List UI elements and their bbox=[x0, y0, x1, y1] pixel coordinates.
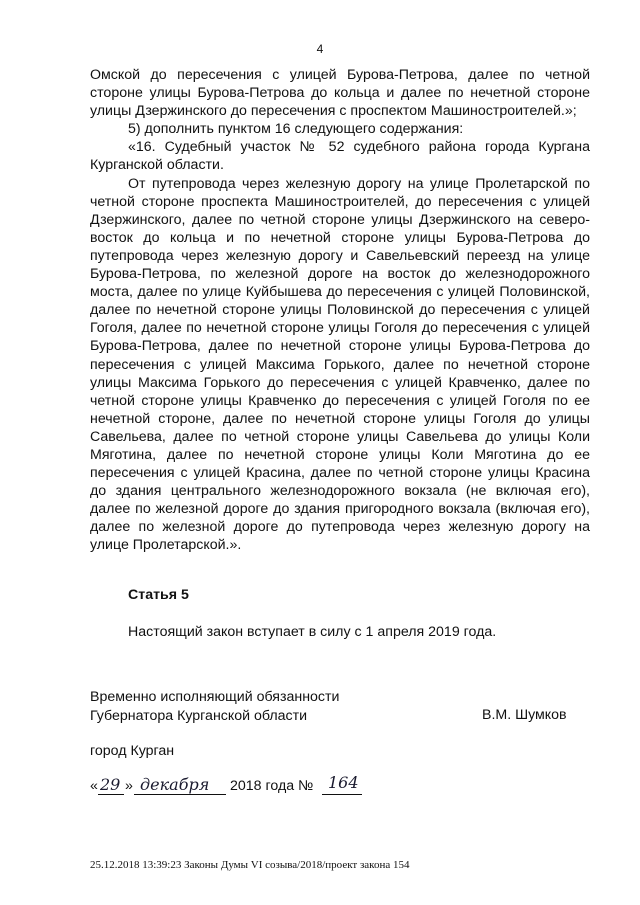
date-number-underline bbox=[322, 794, 362, 795]
date-month-handwritten: декабря bbox=[140, 775, 210, 794]
date-year-text: 2018 года № bbox=[230, 778, 314, 794]
document-body bbox=[90, 66, 590, 555]
date-day-handwritten: 29 bbox=[100, 775, 121, 794]
city-label: город Курган bbox=[90, 743, 175, 759]
signatory-name: В.М. Шумков bbox=[482, 707, 567, 723]
date-close-quote: » bbox=[125, 778, 133, 794]
signatory-title-line-1: Временно исполняющий обязанности bbox=[90, 689, 340, 705]
article-heading: Статья 5 bbox=[128, 587, 189, 603]
date-number-handwritten: 164 bbox=[328, 773, 359, 792]
footer-note: 25.12.2018 13:39:23 Законы Думы VI созыва/2018/проект закона 154 bbox=[90, 859, 410, 871]
date-day-underline bbox=[98, 794, 124, 795]
date-line bbox=[90, 773, 490, 800]
date-month-underline bbox=[134, 794, 226, 795]
paragraph-3: «16. Судебный участок № 52 судебного района города Кургана Курганской области. bbox=[90, 139, 590, 174]
date-open-quote: « bbox=[90, 778, 98, 794]
paragraph-4: От путепровода через железную дорогу на улице Пролетарской по четной стороне проспекта Машиностроителей, до пересечения с улицей Дзержинского, далее по четной стороне улицы Дзержинского на северо-восток до кольца и по нечетной стороне улицы Бурова-Петрова до путепровода через железную дорогу и Савельевский переезд на улице Бурова-Петрова, по железной дороге на восток до железнодорожного моста, далее по улице Куйбышева до пересечения с улицей Половинской, далее по нечетной стороне улицы Половинской до пересечения с улицей Гоголя, далее по нечетной стороне улицы Гоголя до пересечения с улицей Бурова-Петрова, далее по нечетной стороне улицы Бурова-Петрова до пересечения с улицей Максима Горького, далее по нечетной стороне улицы Максима Горького до пересечения с улицей Кравченко, далее по четной стороне улицы Кравченко до пересечения с улицей Гоголя по ее нечетной стороне, далее по нечетной стороне улицы Гоголя до улицы Савельева, далее по четной стороне улицы Савельева до улицы Коли Мяготина, далее по нечетной стороне улицы Коли Мяготина до ее пересечения с улицей Красина, далее по четной стороне улицы Красина до здания центрального железнодорожного вокзала (не включая его), далее по железной дороге до здания пригородного вокзала (включая его), далее по железной дороге до путепровода через железную дорогу на улице Пролетарской.». bbox=[90, 175, 590, 554]
signatory-title bbox=[90, 688, 339, 726]
signatory-title-line-2: Губернатора Курганской области bbox=[90, 708, 308, 724]
paragraph-2: 5) дополнить пунктом 16 следующего содержания: bbox=[128, 121, 464, 138]
article-text: Настоящий закон вступает в силу с 1 апреля 2019 года. bbox=[128, 624, 497, 640]
page-number: 4 bbox=[316, 42, 324, 56]
paragraph-1: Омской до пересечения с улицей Бурова-Петрова, далее по четной стороне улицы Бурова-Петрова до кольца и далее по нечетной стороне улицы Дзержинского до пересечения с проспектом Машиностроителей.»; bbox=[90, 67, 590, 120]
